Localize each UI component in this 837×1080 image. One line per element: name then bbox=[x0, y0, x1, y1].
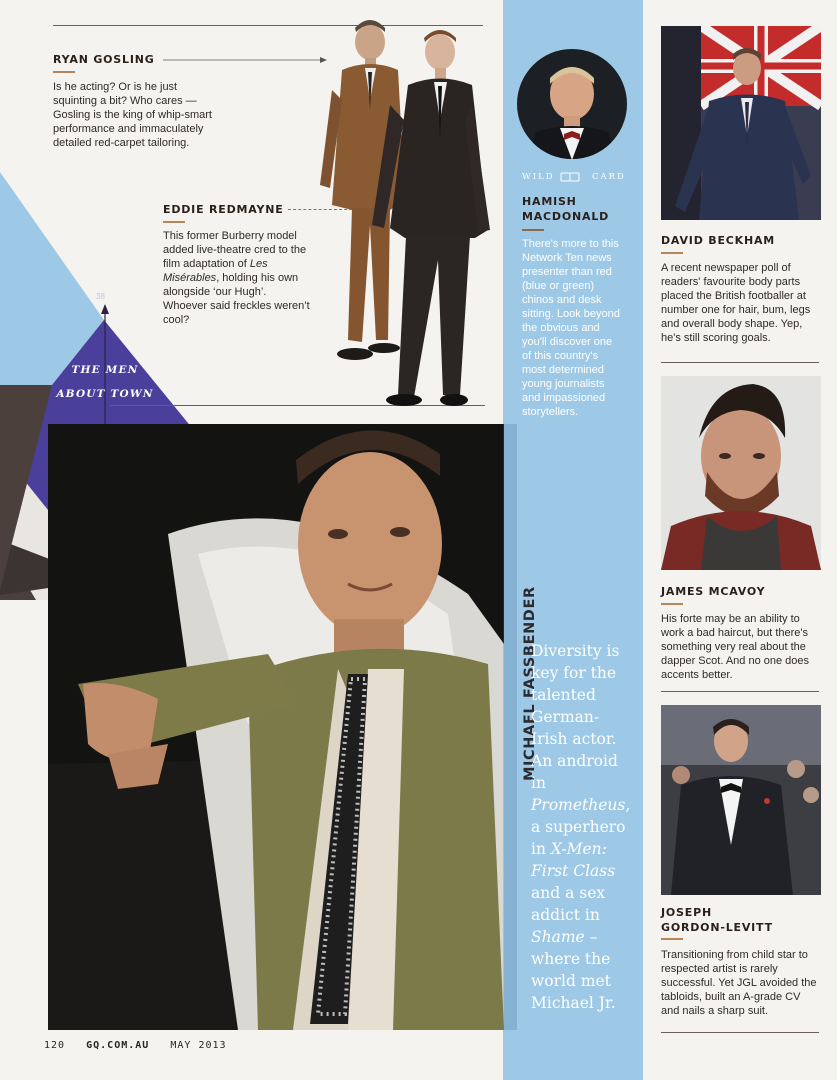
hamish-macdonald-text: There's more to this Network Ten news presenter than red (blue or green) chinos and desk sitting. Look beyond the obvious and you'll discover one of this country's most determined young journalists and impassioned storytellers. bbox=[522, 238, 620, 418]
fassbender-text-part: and a sex addict in bbox=[531, 884, 606, 924]
divider bbox=[661, 362, 819, 363]
page-number-top: 38 bbox=[96, 292, 105, 301]
divider bbox=[661, 691, 819, 692]
name-underline bbox=[53, 71, 75, 73]
fassbender-text-italic: X-Men: First Class bbox=[531, 840, 616, 880]
name-underline bbox=[661, 252, 683, 254]
michael-fassbender-text bbox=[531, 640, 631, 1014]
eddie-text-part: , holding his own alongside ‘our Hugh’. Whoever said freckles weren’t cool? bbox=[163, 272, 310, 326]
joseph-gordon-levitt-text: Transitioning from child star to respected artist is rarely successful. Yet JGL avoided the tabloids, built an A-grade CV and nails a sharp suit. bbox=[661, 949, 817, 1017]
eddie-text-part: This former Burberry model added live-theatre cred to the film adaptation of bbox=[163, 230, 307, 270]
james-mcavoy-name: JAMES MCAVOY bbox=[661, 585, 766, 598]
divider bbox=[661, 1032, 819, 1033]
james-mcavoy-text: His forte may be an ability to work a bad haircut, but there's something very real about the dapper Scot. And no one does accents better. bbox=[661, 613, 810, 681]
fassbender-text-italic: Shame bbox=[531, 928, 585, 946]
hamish-name-line2: MACDONALD bbox=[522, 210, 610, 223]
david-beckham-text: A recent newspaper poll of readers' favourite body parts placed the British footballer at number one for hair, bum, legs and overall body shape. Yep, he's still scoring goals. bbox=[661, 262, 811, 344]
hamish-macdonald-name bbox=[522, 194, 609, 224]
footer-site: GQ.COM.AU bbox=[86, 1040, 150, 1051]
section-label-line1: THE MEN bbox=[71, 364, 139, 376]
wild-card-left: WILD bbox=[522, 172, 555, 182]
joseph-gordon-levitt-name bbox=[661, 905, 773, 935]
michael-fassbender-photo bbox=[48, 424, 504, 1030]
ryan-gosling-text: Is he acting? Or is he just squinting a bit? Who cares — Gosling is the king of whip-smart performance and immaculately detailed red-carpet tailoring. bbox=[53, 81, 212, 149]
hamish-portrait bbox=[516, 48, 628, 160]
footer-page-number: 120 bbox=[44, 1040, 66, 1051]
name-underline bbox=[163, 221, 185, 223]
michael-fassbender-name: MICHAEL FASSBENDER bbox=[522, 586, 538, 781]
section-label-line2: ABOUT TOWN bbox=[56, 388, 154, 400]
section-label bbox=[40, 358, 170, 406]
david-beckham-name: DAVID BECKHAM bbox=[661, 234, 776, 247]
photo-edge-shadow bbox=[503, 424, 517, 1030]
footer-issue: MAY 2013 bbox=[170, 1040, 227, 1051]
fassbender-text-part: – where the world met Michael Jr. bbox=[531, 928, 616, 1012]
cards-icon bbox=[560, 172, 582, 182]
jgl-name-line2: GORDON-LEVITT bbox=[661, 921, 773, 934]
jgl-name-line1: JOSEPH bbox=[661, 906, 712, 919]
wild-card-label bbox=[522, 172, 628, 182]
name-underline bbox=[661, 938, 683, 940]
name-underline bbox=[661, 603, 683, 605]
david-beckham-photo bbox=[661, 26, 821, 220]
eddie-redmayne-text bbox=[163, 229, 313, 327]
page-footer bbox=[44, 1040, 227, 1051]
arrow-right-icon bbox=[163, 55, 328, 65]
name-underline bbox=[522, 229, 544, 231]
fassbender-text-italic: Prometheus bbox=[531, 796, 626, 814]
eddie-redmayne-name: EDDIE REDMAYNE bbox=[163, 203, 284, 216]
ryan-gosling-name: RYAN GOSLING bbox=[53, 53, 155, 66]
eddie-text-italic: Les Misérables bbox=[163, 258, 268, 284]
gosling-redmayne-photo bbox=[310, 10, 500, 415]
joseph-gordon-levitt-photo bbox=[661, 705, 821, 895]
fassbender-text-part: , a superhero in bbox=[531, 796, 631, 858]
fassbender-text-part: Diversity is key for the talented German-Irish actor. An android in bbox=[531, 642, 620, 792]
james-mcavoy-photo bbox=[661, 376, 821, 570]
hamish-name-line1: HAMISH bbox=[522, 195, 577, 208]
wild-card-right: CARD bbox=[592, 172, 626, 182]
